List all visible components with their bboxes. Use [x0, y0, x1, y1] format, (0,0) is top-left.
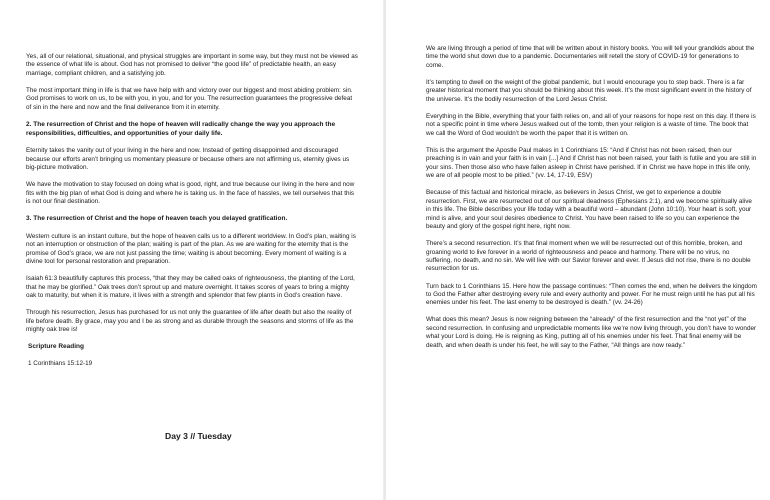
day-label: Day 3 // Tuesday [165, 431, 232, 441]
paragraph: Turn back to 1 Corinthians 15. Here how the passage continues: “Then comes the end, when he delivers the kingdom to God the Father after destroying every rule and every authority and power. For he must reign until he has put all his enemies under his feet. The last enemy to be destroyed is death.” (vv. 24-26) [426, 282, 757, 307]
section-heading-3: 3. The resurrection of Christ and the hope of heaven teach you delayed gratification. [26, 215, 288, 223]
paragraph: Eternity takes the vanity out of your living in the here and now. Instead of getting disappointed and discouraged because our efforts aren’t bringing us momentary pleasure or because others are not affirming us, eternity gives us big-picture motivation. [26, 147, 350, 172]
right-page-text [426, 45, 757, 359]
paragraph: Everything in the Bible, everything that your faith relies on, and all of your reasons for hope rest on this day. If there is not a specific point in time where Jesus walked out of the tomb, then your religion is a waste of time. The book that we call the Word of God wouldn’t be worth the paper that it is written on. [426, 112, 756, 137]
paragraph: There’s a second resurrection. It’s that final moment when we will be resurrected out of this horrible, broken, and groaning world to live forever in a world of righteousness and peace and harmony. There will be no virus, no suffering, no death, and no sin. We will live with our Savior forever and ever. If Jesus did not rise, there is no double resurrection for us. [426, 240, 751, 273]
section-heading-2: 2. The resurrection of Christ and the hope of heaven will radically change the way you approach the responsibilities, difficulties, and opportunities of your daily life. [26, 120, 336, 137]
paragraph: Yes, all of our relational, situational, and physical struggles are important in some way, but they must not be viewed as the essence of what life is about. God has not promised to deliver “the good life” of predictable health, an easy marriage, compliant children, and a satisfying job. [26, 53, 358, 77]
paragraph: The most important thing in life is that we have help with and victory over our biggest and most abiding problem: sin. God promises to work on us, to be with you, in you, and for you. The resurrection guarantees the progressive defeat of sin in the here and now and the final deliverance from it in eternity. [26, 86, 353, 111]
paragraph: This is the argument the Apostle Paul makes in 1 Corinthians 15: “And if Christ has not been raised, then our preaching is in vain and your faith is in vain [...] And if Christ has not been raised, your faith is futile and you are still in your sins. Then those also who have fallen asleep in Christ have perished. If in Christ we have hope in this life only, we are of all people most to be pitied.” (vv. 14, 17-19, ESV) [426, 146, 757, 180]
left-page-text [26, 53, 359, 377]
paragraph: We are living through a period of time that will be written about in history books. You will tell your grandkids about the time the world shut down due to a pandemic. Documentaries will retell the story of COVID-19 for generations to come. [426, 45, 755, 69]
paragraph: Through his resurrection, Jesus has purchased for us not only the guarantee of life after death but also the reality of life before death. By grace, may you and I be as strong and as durable through the seasons and storms of life as the mighty oak tree is! [26, 309, 354, 334]
paragraph: It’s tempting to dwell on the weight of the global pandemic, but I would encourage you to step back. There is a far greater historical moment that you should be thinking about this week. It’s the most significant event in the history of the universe. It’s the bodily resurrection of the Lord Jesus Christ. [426, 78, 752, 103]
paragraph: Western culture is an instant culture, but the hope of heaven calls us to a different worldview. In God’s plan, waiting is not an interruption or obstruction of the plan; waiting is part of the plan. As we are waiting for the eternity that is the promise of God’s grace, we are not just passing the time; waiting is about becoming. Every moment of waiting is a divine tool for personal restoration and preparation. [26, 232, 356, 266]
paragraph: We have the motivation to stay focused on doing what is good, right, and true because our living in the here and now fits with the big plan of what God is doing and where he is taking us. In the face of hassles, we tell ourselves that this is not our final destination. [26, 181, 355, 206]
paragraph: What does this mean? Jesus is now reigning between the “already” of the first resurrection and the “not yet” of the second resurrection. In confusing and unpredictable moments like we’re now living through, you don’t have to wonder what your Lord is doing. He is reigning as King, putting all of his enemies under his feet. That final enemy will be death, and when death is under his feet, he will say to the Father, “All things are now ready.” [426, 316, 757, 349]
paragraph: Isaiah 61:3 beautifully captures this process, “that they may be called oaks of righteousness, the planting of the Lord, that he may be glorified.” Oak trees don’t sprout up and mature overnight. It takes scores of years to bring a mighty oak to maturity, but when it is mature, it lives with a strength and splendor that few plants in God’s creation have. [26, 275, 355, 300]
left-page [0, 0, 384, 500]
paragraph: Because of this factual and historical miracle, as believers in Jesus Christ, we get to experience a double resurrection. First, we are resurrected out of our spiritual deadness (Ephesians 2:1), and we become spiritually alive in this life. The Bible describes your life today with a beautiful word – abundant (John 10:10). Your heart is soft, your mind is alive, and your soul desires obedience to Christ. You have been raised to life so you can experience the beauty and glory of the gospel right here, right now. [426, 189, 752, 231]
scripture-reading-title: Scripture Reading [28, 343, 84, 351]
right-page [386, 0, 770, 500]
scripture-reading-reference: 1 Corinthians 15:12-19 [28, 360, 93, 368]
